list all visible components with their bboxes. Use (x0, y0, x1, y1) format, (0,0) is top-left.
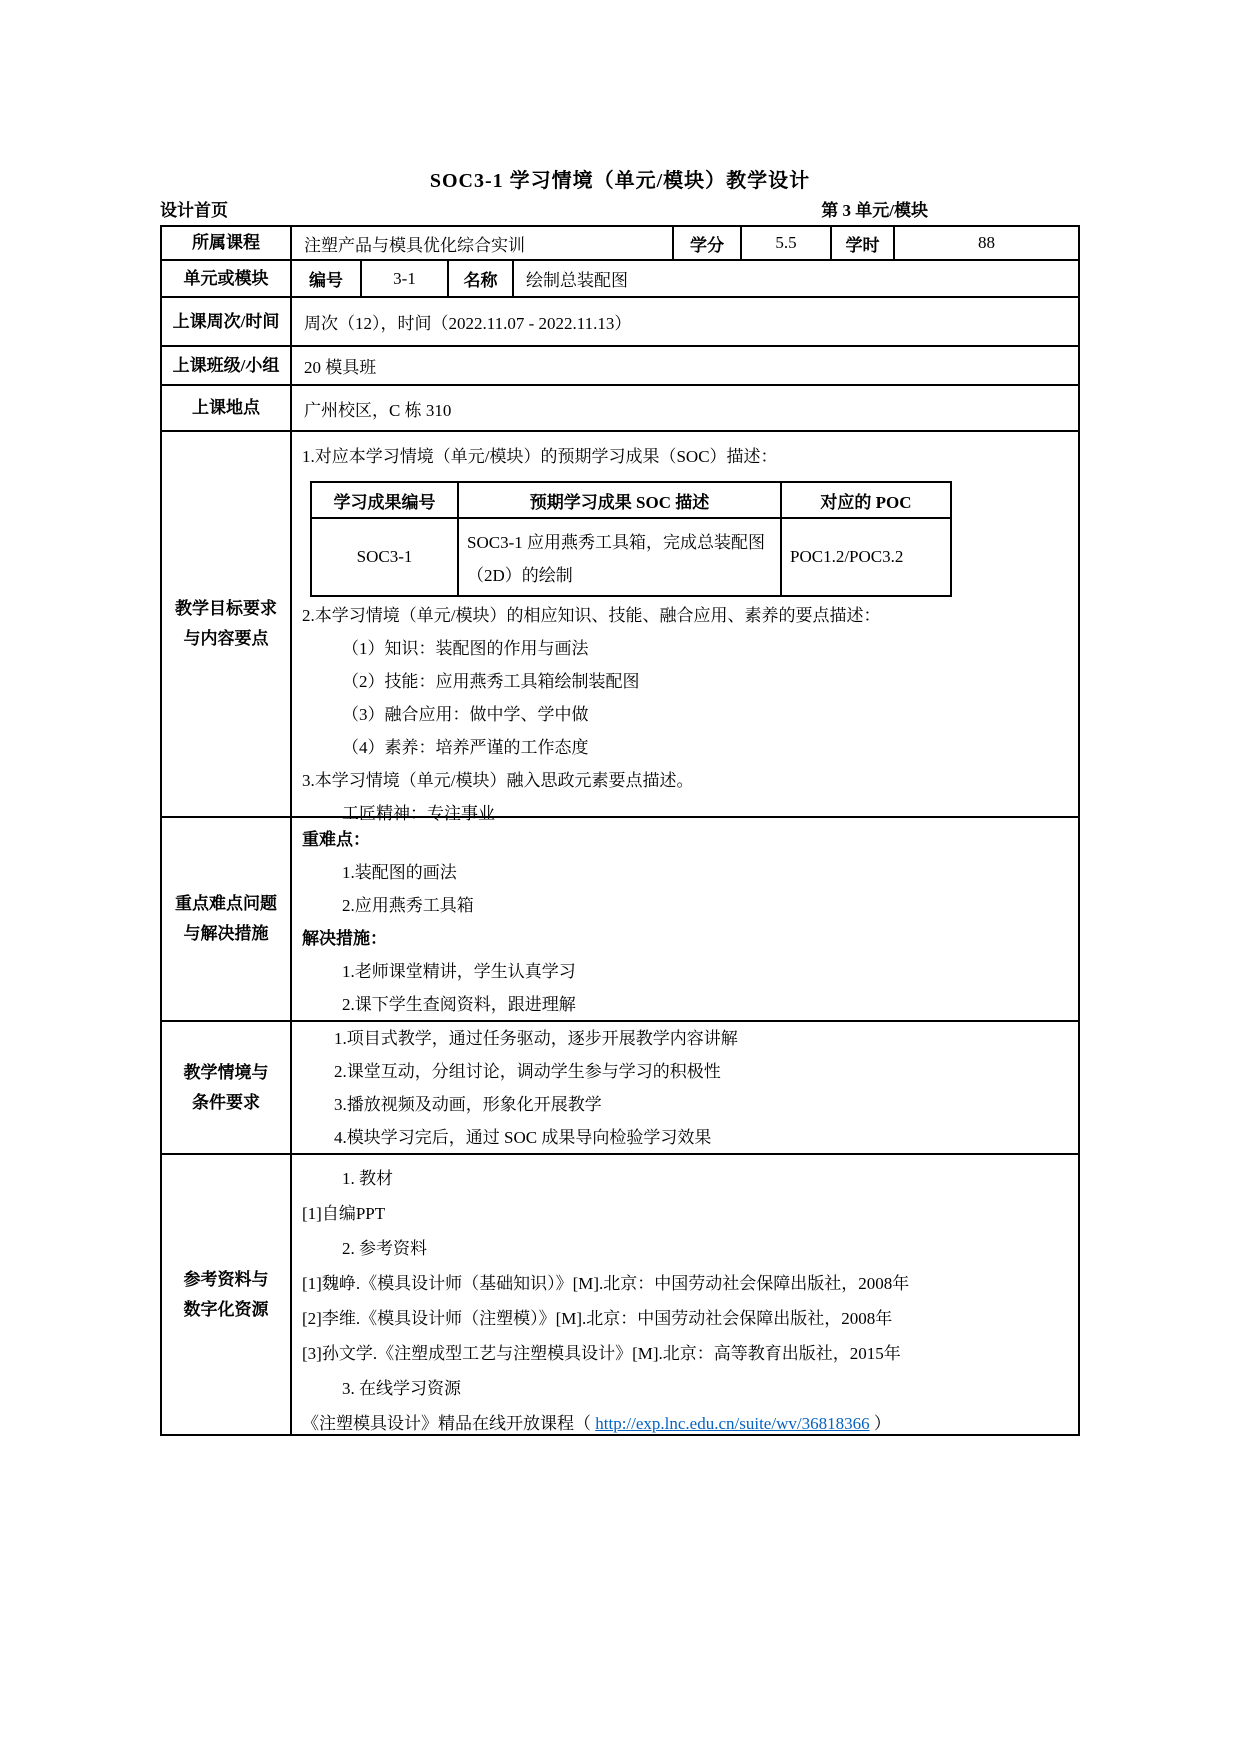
teaching-design-table (160, 225, 1080, 1436)
references-label-line2: 数字化资源 (183, 1299, 269, 1319)
row-class-group (162, 347, 1080, 386)
row-context (162, 1022, 1080, 1155)
row-unit (162, 261, 1080, 298)
row-location (162, 386, 1080, 432)
course-label: 所属课程 (162, 227, 292, 261)
context-item-1: 1.项目式教学，通过任务驱动，逐步开展教学内容讲解 (334, 1028, 738, 1048)
difficulties-label-line1: 重点难点问题 (175, 894, 277, 913)
table-header-line (160, 196, 1078, 221)
header-right-label: 第 3 单元/模块 (821, 201, 928, 220)
references-content (292, 1155, 1080, 1436)
soc-row-desc-line1: SOC3-1 应用燕秀工具箱，完成总装配图 (467, 533, 765, 552)
references-ref-1: [1]魏峥.《模具设计师（基础知识）》[M].北京：中国劳动社会保障出版社，2008年 (302, 1274, 910, 1293)
row-difficulties (162, 818, 1080, 1022)
course-name: 注塑产品与模具优化综合实训 (292, 227, 674, 261)
unit-code-label: 编号 (292, 261, 362, 298)
soc-row-poc: POC1.2/POC3.2 (782, 519, 952, 597)
difficulties-label-line2: 与解决措施 (183, 924, 269, 943)
online-course-prefix: 《注塑模具设计》精品在线开放课程（ (302, 1414, 596, 1433)
references-refs-heading: 2. 参考资料 (342, 1239, 427, 1258)
goals-intro2: 2.本学习情境（单元/模块）的相应知识、技能、融合应用、素养的要点描述： (302, 606, 881, 625)
goals-label (162, 432, 292, 818)
row-goals (162, 432, 1080, 823)
difficulties-content (292, 818, 1080, 1022)
difficulties-item1-2: 2.应用燕秀工具箱 (342, 896, 474, 915)
soc-row-desc-line2: （2D）的绘制 (467, 566, 573, 585)
unit-name-label: 名称 (449, 261, 514, 298)
difficulties-item2-1: 1.老师课堂精讲，学生认真学习 (342, 962, 576, 981)
row-schedule (162, 298, 1080, 347)
soc-header-code: 学习成果编号 (312, 483, 459, 519)
row-course (162, 227, 1080, 261)
soc-table-header-row (312, 483, 952, 519)
location-value: 广州校区，C 栋 310 (292, 386, 1080, 432)
credit-label: 学分 (674, 227, 742, 261)
credit-value: 5.5 (742, 227, 832, 261)
references-label-line1: 参考资料与 (183, 1269, 269, 1289)
goals-point-application: （3）融合应用：做中学、学中做 (342, 705, 589, 724)
references-online-line (302, 1406, 1068, 1441)
schedule-label: 上课周次/时间 (162, 298, 292, 347)
goals-content (292, 432, 1080, 823)
context-item-3: 3.播放视频及动画，形象化开展教学 (334, 1094, 602, 1114)
goals-point-knowledge: （1）知识：装配图的作用与画法 (342, 639, 589, 658)
unit-code-value: 3-1 (362, 261, 449, 298)
goals-ideology: 工匠精神：专注事业 (342, 804, 495, 823)
goals-intro3: 3.本学习情境（单元/模块）融入思政元素要点描述。 (302, 771, 694, 790)
goals-label-line1: 教学目标要求 (175, 599, 277, 618)
online-course-link[interactable]: http://exp.lnc.edu.cn/suite/wv/36818366 (595, 1414, 870, 1433)
soc-table (310, 481, 952, 597)
context-label-line1: 教学情境与 (183, 1062, 269, 1082)
goals-intro1: 1.对应本学习情境（单元/模块）的预期学习成果（SOC）描述： (302, 447, 778, 466)
row-references (162, 1155, 1080, 1436)
difficulties-label (162, 818, 292, 1022)
unit-label: 单元或模块 (162, 261, 292, 298)
difficulties-heading1: 重难点： (302, 830, 370, 849)
references-ref-2: [2]李维.《模具设计师（注塑模）》[M].北京：中国劳动社会保障出版社，2008年 (302, 1309, 893, 1328)
page-title: SOC3-1 学习情境（单元/模块）教学设计 (429, 170, 811, 192)
soc-row-code: SOC3-1 (312, 519, 459, 597)
difficulties-heading2: 解决措施： (302, 929, 387, 948)
goals-point-skill: （2）技能：应用燕秀工具箱绘制装配图 (342, 672, 640, 691)
class-group-label: 上课班级/小组 (162, 347, 292, 386)
hours-label: 学时 (832, 227, 895, 261)
soc-header-poc: 对应的 POC (782, 483, 952, 519)
soc-table-data-row (312, 519, 952, 597)
context-item-2: 2.课堂互动，分组讨论，调动学生参与学习的积极性 (334, 1061, 721, 1081)
context-label-line2: 条件要求 (192, 1092, 260, 1112)
header-left-label: 设计首页 (160, 201, 228, 220)
context-item-4: 4.模块学习完后，通过 SOC 成果导向检验学习效果 (334, 1127, 712, 1147)
unit-name-value: 绘制总装配图 (514, 261, 1080, 298)
difficulties-item2-2: 2.课下学生查阅资料，跟进理解 (342, 995, 576, 1014)
location-label: 上课地点 (162, 386, 292, 432)
schedule-value: 周次（12），时间（2022.11.07 - 2022.11.13） (292, 298, 1080, 347)
references-online-heading: 3. 在线学习资源 (342, 1379, 461, 1398)
online-course-suffix: ） (869, 1414, 891, 1433)
references-label (162, 1155, 292, 1436)
class-group-value: 20 模具班 (292, 347, 1080, 386)
context-label (162, 1022, 292, 1155)
goals-label-line2: 与内容要点 (183, 629, 269, 648)
references-ref-3: [3]孙文学.《注塑成型工艺与注塑模具设计》[M].北京：高等教育出版社，2015年 (302, 1344, 901, 1363)
context-content (292, 1022, 1080, 1155)
hours-value: 88 (895, 227, 1080, 261)
references-textbook-heading: 1. 教材 (342, 1169, 393, 1188)
difficulties-item1-1: 1.装配图的画法 (342, 863, 457, 882)
goals-point-quality: （4）素养：培养严谨的工作态度 (342, 738, 589, 757)
soc-row-desc (459, 519, 782, 597)
references-textbook-item: [1]自编PPT (302, 1204, 386, 1223)
soc-header-desc: 预期学习成果 SOC 描述 (459, 483, 782, 519)
